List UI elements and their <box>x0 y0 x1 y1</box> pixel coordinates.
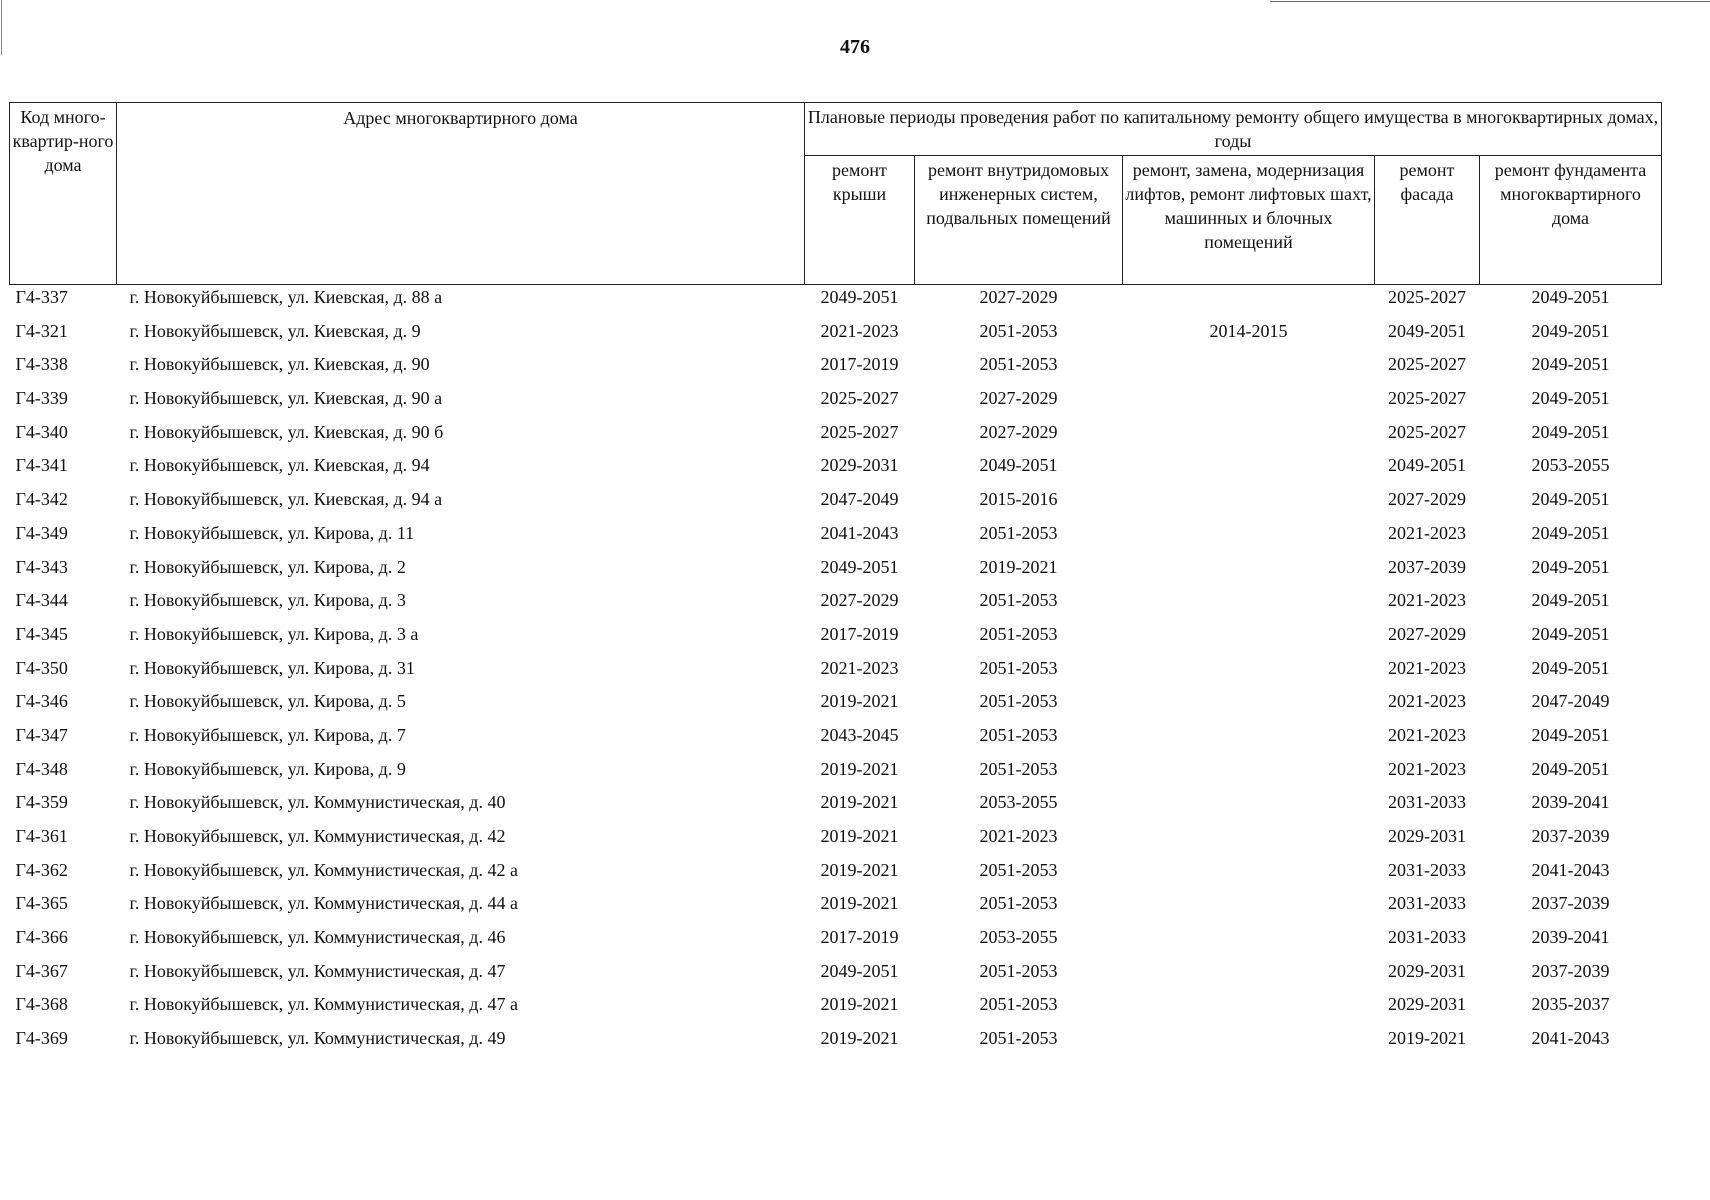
cell-roof: 2019-2021 <box>820 859 899 880</box>
page-number: 476 <box>840 36 870 58</box>
cell-code: Г4-367 <box>15 960 68 981</box>
cell-lifts <box>1123 1026 1375 1060</box>
cell-address: г. Новокуйбышевск, ул. Коммунистическая, д. 42 <box>129 826 506 846</box>
cell-systems: 2051-2053 <box>979 893 1058 914</box>
table-header <box>10 103 1662 285</box>
cell-address: г. Новокуйбышевск, ул. Кирова, д. 11 <box>129 522 415 543</box>
cell-foundation: 2049-2051 <box>1531 522 1610 543</box>
cell-facade: 2029-2031 <box>1388 826 1466 846</box>
cell-systems: 2053-2055 <box>979 927 1058 948</box>
cell-address: г. Новокуйбышевск, ул. Киевская, д. 94 а <box>129 489 443 510</box>
table-row <box>10 858 1662 892</box>
cell-facade: 2029-2031 <box>1388 994 1466 1015</box>
cell-roof: 2017-2019 <box>820 927 899 948</box>
cell-lifts <box>1123 858 1375 892</box>
cell-code: Г4-338 <box>15 354 68 375</box>
cell-address: г. Новокуйбышевск, ул. Кирова, д. 5 <box>129 691 406 712</box>
cell-lifts <box>1123 622 1375 656</box>
cell-systems: 2019-2021 <box>979 556 1058 577</box>
cell-foundation: 2039-2041 <box>1531 792 1610 813</box>
cell-code: Г4-366 <box>15 927 68 948</box>
cell-lifts: 2014-2015 <box>1209 320 1288 341</box>
cell-facade: 2031-2033 <box>1388 893 1466 914</box>
table-row <box>10 588 1662 622</box>
cell-lifts <box>1123 487 1375 521</box>
cell-facade: 2021-2023 <box>1388 691 1466 712</box>
cell-foundation: 2049-2051 <box>1531 657 1610 678</box>
cell-code: Г4-345 <box>15 623 68 644</box>
cell-code: Г4-337 <box>15 287 68 307</box>
cell-foundation: 2049-2051 <box>1531 421 1610 442</box>
cell-lifts <box>1123 352 1375 386</box>
cell-address: г. Новокуйбышевск, ул. Кирова, д. 7 <box>129 724 406 745</box>
cell-lifts <box>1123 521 1375 555</box>
cell-code: Г4-369 <box>15 1028 68 1049</box>
scan-top-rule <box>1270 1 1710 2</box>
cell-foundation: 2049-2051 <box>1531 758 1610 779</box>
table-row <box>10 824 1662 858</box>
cell-lifts <box>1123 420 1375 454</box>
cell-roof: 2025-2027 <box>820 388 899 409</box>
cell-address: г. Новокуйбышевск, ул. Кирова, д. 9 <box>129 758 406 779</box>
cell-roof: 2029-2031 <box>820 455 899 476</box>
header-code: Код много-квартир-ного дома <box>10 103 117 285</box>
table-row <box>10 487 1662 521</box>
table-row <box>10 959 1662 993</box>
cell-address: г. Новокуйбышевск, ул. Киевская, д. 90 б <box>129 421 444 442</box>
cell-facade: 2031-2033 <box>1388 927 1466 948</box>
cell-systems: 2051-2053 <box>979 724 1058 745</box>
cell-code: Г4-339 <box>15 388 68 409</box>
cell-roof: 2049-2051 <box>820 960 899 981</box>
cell-roof: 2019-2021 <box>820 691 899 712</box>
cell-foundation: 2049-2051 <box>1531 388 1610 409</box>
cell-roof: 2049-2051 <box>820 287 899 307</box>
table-row <box>10 453 1662 487</box>
cell-lifts <box>1123 959 1375 993</box>
cell-address: г. Новокуйбышевск, ул. Кирова, д. 3 а <box>129 623 419 644</box>
cell-systems: 2051-2053 <box>979 691 1058 712</box>
cell-systems: 2051-2053 <box>979 859 1058 880</box>
cell-address: г. Новокуйбышевск, ул. Киевская, д. 90 <box>129 354 430 375</box>
cell-facade: 2049-2051 <box>1388 455 1466 476</box>
cell-foundation: 2049-2051 <box>1531 489 1610 510</box>
table-row <box>10 285 1662 319</box>
cell-lifts <box>1123 453 1375 487</box>
cell-foundation: 2049-2051 <box>1531 320 1610 341</box>
cell-facade: 2031-2033 <box>1388 792 1466 813</box>
cell-systems: 2051-2053 <box>979 522 1058 543</box>
cell-systems: 2053-2055 <box>979 792 1058 813</box>
cell-address: г. Новокуйбышевск, ул. Киевская, д. 9 <box>129 320 421 341</box>
table-row <box>10 891 1662 925</box>
cell-lifts <box>1123 790 1375 824</box>
cell-address: г. Новокуйбышевск, ул. Коммунистическая, д. 47 а <box>129 994 518 1015</box>
header-lifts: ремонт, замена, модернизация лифтов, ремонт лифтовых шахт, машинных и блочных помещений <box>1123 156 1375 285</box>
cell-code: Г4-350 <box>15 657 68 678</box>
cell-systems: 2027-2029 <box>979 421 1058 442</box>
cell-lifts <box>1123 689 1375 723</box>
table-row <box>10 622 1662 656</box>
table-row <box>10 319 1662 353</box>
table-row <box>10 420 1662 454</box>
table-row <box>10 689 1662 723</box>
cell-roof: 2019-2021 <box>820 758 899 779</box>
cell-foundation: 2037-2039 <box>1531 960 1610 981</box>
cell-systems: 2027-2029 <box>979 388 1058 409</box>
cell-lifts <box>1123 925 1375 959</box>
cell-address: г. Новокуйбышевск, ул. Киевская, д. 88 а <box>129 287 443 307</box>
cell-code: Г4-343 <box>15 556 68 577</box>
cell-systems: 2051-2053 <box>979 758 1058 779</box>
cell-code: Г4-341 <box>15 455 68 476</box>
cell-address: г. Новокуйбышевск, ул. Киевская, д. 94 <box>129 455 430 476</box>
cell-code: Г4-321 <box>15 320 68 341</box>
cell-roof: 2021-2023 <box>820 320 899 341</box>
table-body <box>10 285 1662 1060</box>
cell-systems: 2021-2023 <box>979 826 1058 846</box>
cell-roof: 2017-2019 <box>820 354 899 375</box>
cell-facade: 2021-2023 <box>1388 657 1466 678</box>
cell-lifts <box>1123 723 1375 757</box>
cell-roof: 2019-2021 <box>820 1028 899 1049</box>
cell-code: Г4-340 <box>15 421 68 442</box>
cell-facade: 2027-2029 <box>1388 489 1466 510</box>
cell-roof: 2027-2029 <box>820 590 899 611</box>
cell-lifts <box>1123 656 1375 690</box>
cell-systems: 2051-2053 <box>979 994 1058 1015</box>
cell-code: Г4-361 <box>15 826 68 846</box>
cell-roof: 2047-2049 <box>820 489 899 510</box>
cell-systems: 2051-2053 <box>979 1028 1058 1049</box>
header-foundation: ремонт фундамента многоквартирного дома <box>1480 156 1662 285</box>
cell-roof: 2019-2021 <box>820 792 899 813</box>
capital-repair-schedule-table <box>9 102 1662 1060</box>
cell-code: Г4-349 <box>15 522 68 543</box>
cell-foundation: 2049-2051 <box>1531 354 1610 375</box>
cell-code: Г4-368 <box>15 994 68 1015</box>
cell-roof: 2019-2021 <box>820 893 899 914</box>
cell-facade: 2037-2039 <box>1388 556 1466 577</box>
cell-foundation: 2035-2037 <box>1531 994 1610 1015</box>
cell-foundation: 2053-2055 <box>1531 455 1610 476</box>
cell-lifts <box>1123 824 1375 858</box>
cell-foundation: 2047-2049 <box>1531 691 1610 712</box>
table-row <box>10 925 1662 959</box>
cell-foundation: 2041-2043 <box>1531 859 1610 880</box>
cell-roof: 2021-2023 <box>820 657 899 678</box>
header-systems: ремонт внутридомовых инженерных систем, подвальных помещений <box>915 156 1123 285</box>
header-facade: ремонт фасада <box>1375 156 1480 285</box>
cell-facade: 2021-2023 <box>1388 522 1466 543</box>
cell-foundation: 2049-2051 <box>1531 590 1610 611</box>
cell-systems: 2027-2029 <box>979 287 1058 307</box>
table-row <box>10 723 1662 757</box>
cell-address: г. Новокуйбышевск, ул. Киевская, д. 90 а <box>129 388 443 409</box>
cell-facade: 2025-2027 <box>1388 354 1466 375</box>
header-address: Адрес многоквартирного дома <box>117 103 805 285</box>
cell-facade: 2021-2023 <box>1388 724 1466 745</box>
cell-facade: 2029-2031 <box>1388 960 1466 981</box>
cell-roof: 2025-2027 <box>820 421 899 442</box>
cell-code: Г4-362 <box>15 859 68 880</box>
table-row <box>10 1026 1662 1060</box>
cell-systems: 2051-2053 <box>979 590 1058 611</box>
cell-foundation: 2049-2051 <box>1531 287 1610 307</box>
cell-systems: 2051-2053 <box>979 354 1058 375</box>
cell-systems: 2051-2053 <box>979 960 1058 981</box>
cell-systems: 2051-2053 <box>979 657 1058 678</box>
cell-code: Г4-344 <box>15 590 68 611</box>
table-row <box>10 352 1662 386</box>
cell-systems: 2051-2053 <box>979 320 1058 341</box>
cell-facade: 2021-2023 <box>1388 758 1466 779</box>
cell-lifts <box>1123 555 1375 589</box>
cell-foundation: 2037-2039 <box>1531 826 1610 846</box>
cell-foundation: 2039-2041 <box>1531 927 1610 948</box>
cell-lifts <box>1123 891 1375 925</box>
cell-lifts <box>1123 386 1375 420</box>
cell-address: г. Новокуйбышевск, ул. Коммунистическая, д. 44 а <box>129 893 518 914</box>
cell-facade: 2027-2029 <box>1388 623 1466 644</box>
cell-facade: 2025-2027 <box>1388 287 1466 307</box>
cell-address: г. Новокуйбышевск, ул. Коммунистическая, д. 46 <box>129 927 506 948</box>
table-row <box>10 386 1662 420</box>
table-row <box>10 521 1662 555</box>
cell-foundation: 2037-2039 <box>1531 893 1610 914</box>
cell-roof: 2019-2021 <box>820 994 899 1015</box>
table-row <box>10 992 1662 1026</box>
cell-roof: 2049-2051 <box>820 556 899 577</box>
cell-foundation: 2049-2051 <box>1531 724 1610 745</box>
cell-systems: 2051-2053 <box>979 623 1058 644</box>
cell-address: г. Новокуйбышевск, ул. Коммунистическая, д. 42 а <box>129 859 518 880</box>
cell-foundation: 2049-2051 <box>1531 623 1610 644</box>
header-roof: ремонт крыши <box>805 156 915 285</box>
cell-roof: 2041-2043 <box>820 522 899 543</box>
cell-address: г. Новокуйбышевск, ул. Кирова, д. 31 <box>129 657 415 678</box>
cell-foundation: 2041-2043 <box>1531 1028 1610 1049</box>
table-row <box>10 555 1662 589</box>
cell-facade: 2049-2051 <box>1388 320 1466 341</box>
cell-facade: 2025-2027 <box>1388 388 1466 409</box>
cell-facade: 2021-2023 <box>1388 590 1466 611</box>
cell-code: Г4-365 <box>15 893 68 914</box>
header-row-main <box>10 103 1662 156</box>
cell-address: г. Новокуйбышевск, ул. Кирова, д. 3 <box>129 590 406 611</box>
cell-address: г. Новокуйбышевск, ул. Коммунистическая, д. 49 <box>129 1028 506 1049</box>
cell-lifts <box>1123 285 1375 319</box>
cell-systems: 2049-2051 <box>979 455 1058 476</box>
cell-lifts <box>1123 588 1375 622</box>
cell-foundation: 2049-2051 <box>1531 556 1610 577</box>
cell-code: Г4-348 <box>15 758 68 779</box>
table-row <box>10 757 1662 791</box>
table-row <box>10 656 1662 690</box>
cell-roof: 2017-2019 <box>820 623 899 644</box>
cell-roof: 2019-2021 <box>820 826 899 846</box>
cell-code: Г4-346 <box>15 691 68 712</box>
cell-code: Г4-342 <box>15 489 68 510</box>
table-row <box>10 790 1662 824</box>
cell-address: г. Новокуйбышевск, ул. Коммунистическая, д. 40 <box>129 792 506 813</box>
cell-facade: 2025-2027 <box>1388 421 1466 442</box>
cell-address: г. Новокуйбышевск, ул. Коммунистическая, д. 47 <box>129 960 506 981</box>
cell-lifts <box>1123 757 1375 791</box>
cell-address: г. Новокуйбышевск, ул. Кирова, д. 2 <box>129 556 406 577</box>
cell-facade: 2031-2033 <box>1388 859 1466 880</box>
cell-systems: 2015-2016 <box>979 489 1058 510</box>
cell-code: Г4-359 <box>15 792 68 813</box>
cell-facade: 2019-2021 <box>1388 1028 1466 1049</box>
cell-code: Г4-347 <box>15 724 68 745</box>
header-periods: Плановые периоды проведения работ по капитальному ремонту общего имущества в многоквартирных домах, годы <box>805 103 1662 156</box>
cell-roof: 2043-2045 <box>820 724 899 745</box>
cell-lifts <box>1123 992 1375 1026</box>
